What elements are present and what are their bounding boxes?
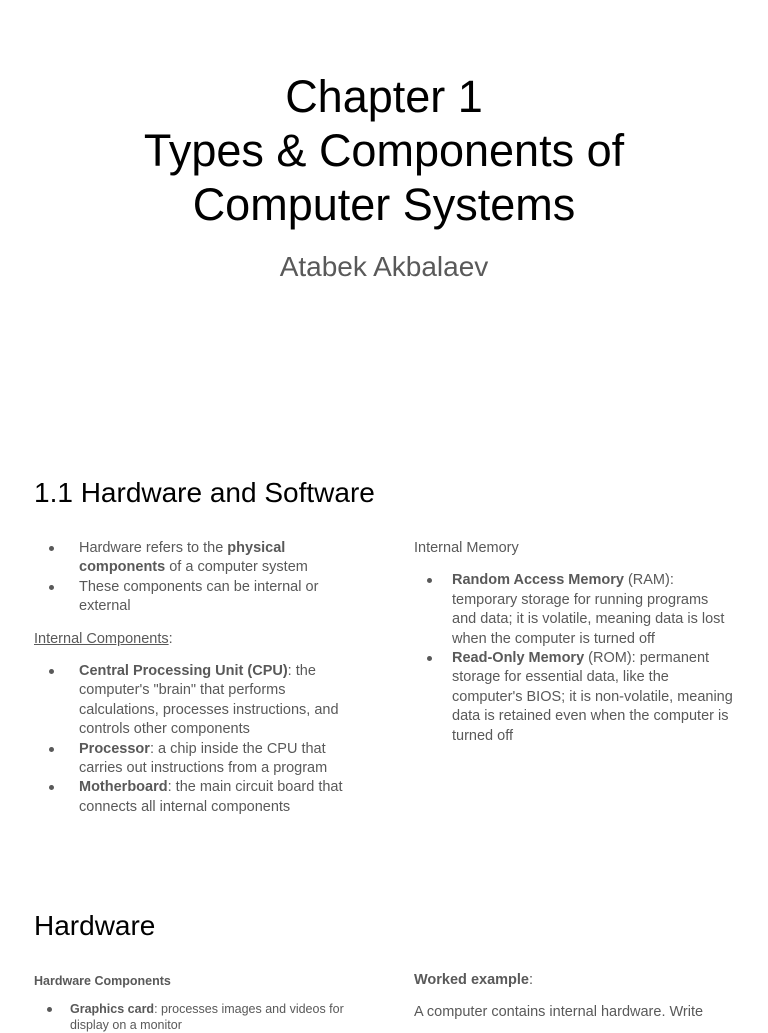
internal-components-link: Internal Components (34, 630, 169, 647)
list-item-text: Hardware refers to the (79, 540, 228, 556)
list-item-text: (RAM): temporary storage for running programs and data; it is volatile, meaning data is lost when the computer is turned off (452, 572, 725, 647)
list-item-bold: Graphics card (70, 1002, 155, 1017)
hardware-components-label: Hardware Components (34, 974, 171, 988)
chapter-title-line-2: Types & Components of (143, 125, 625, 176)
worked-example-text: A computer contains internal hardware. Write (414, 1004, 704, 1021)
list-item-text: : processes images and videos for display on a monitor (70, 1002, 344, 1033)
internal-memory-label: Internal Memory (414, 540, 519, 556)
title-block (0, 70, 768, 284)
memory-list (414, 571, 734, 746)
list-item-text: : a chip inside the CPU that carries out instructions from a program (79, 740, 328, 777)
label-colon: : (168, 630, 173, 647)
worked-example-label (414, 971, 734, 990)
section2-right-column (414, 971, 734, 1023)
section1-right-column (414, 539, 734, 746)
list-item-text: : the computer's "brain" that performs calculations, processes instructions, and controls other components (79, 663, 339, 738)
author-name: Atabek Akbalaev (279, 251, 489, 282)
components-list (34, 662, 364, 817)
list-item (34, 578, 364, 617)
list-item-text: : the main circuit board that connects all internal components (79, 779, 343, 815)
section-heading-hardware-software: 1.1 Hardware and Software (34, 477, 375, 508)
list-item (414, 649, 734, 746)
chapter-title-line-3: Computer Systems (192, 179, 576, 230)
list-item (34, 740, 364, 779)
list-item (34, 662, 364, 740)
list-item-text: of a computer system (165, 559, 308, 576)
section-heading-hardware: Hardware (34, 910, 156, 941)
internal-components-label (34, 630, 364, 649)
section1-left-column (34, 539, 364, 817)
list-item-bold: physical components (79, 540, 286, 576)
list-item-bold: Random Access Memory (452, 572, 624, 589)
worked-example-bold: Worked example (414, 972, 529, 988)
hardware-components-list (34, 1001, 364, 1033)
list-item-bold: Read-Only Memory (452, 650, 585, 667)
chapter-title-line-1: Chapter 1 (285, 71, 483, 122)
intro-list (34, 539, 364, 617)
list-item-bold: Motherboard (79, 779, 168, 796)
list-item (34, 1001, 364, 1033)
list-item (34, 778, 364, 817)
label-colon: : (528, 972, 534, 988)
list-item (34, 539, 364, 578)
list-item (414, 571, 734, 649)
list-item-bold: Central Processing Unit (CPU) (79, 663, 288, 680)
list-item-text: (ROM): permanent storage for essential data, like the computer's BIOS; it is non-volatile, meaning data is retained even when the computer is turned off (452, 650, 733, 744)
list-item-bold: Processor (79, 740, 150, 757)
list-item-text: These components can be internal or external (79, 578, 319, 615)
